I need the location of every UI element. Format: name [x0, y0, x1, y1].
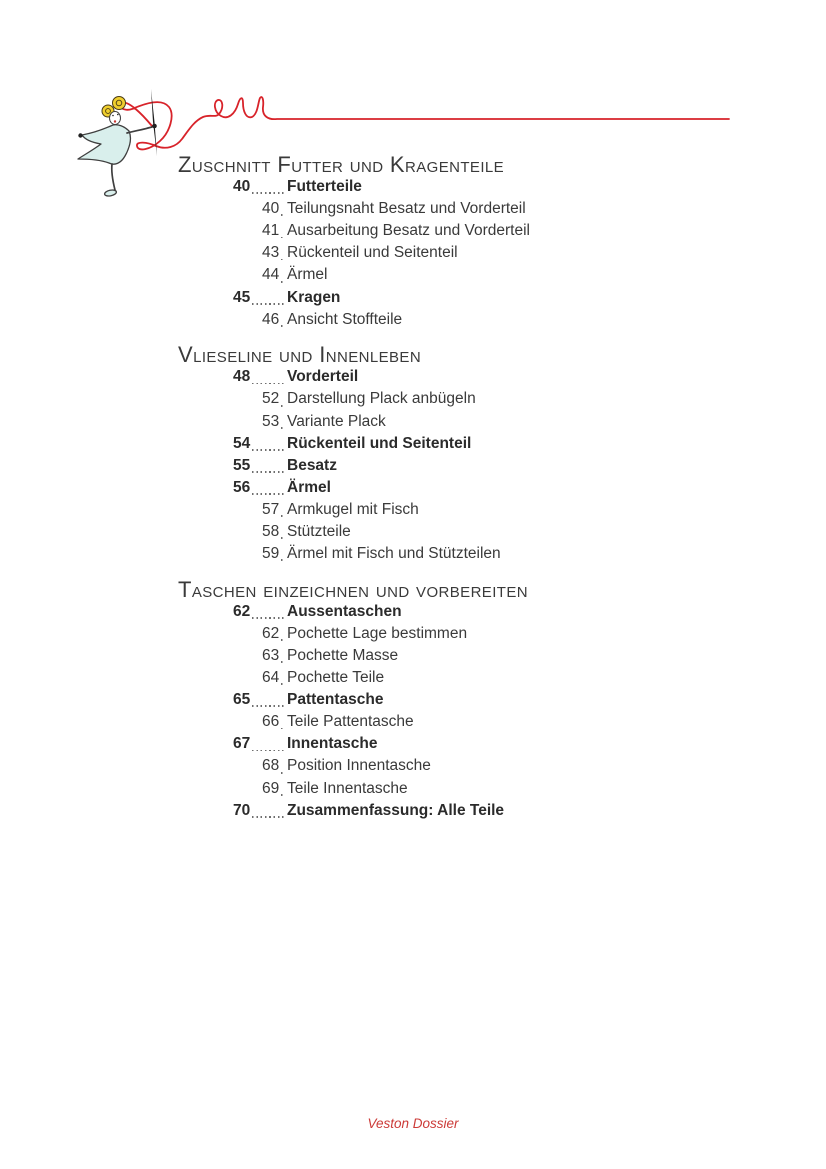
dot-leader [252, 816, 285, 818]
toc-section [178, 576, 778, 822]
entry-title: Stützteile [287, 523, 351, 540]
dot-leader [281, 214, 285, 216]
toc-entry[interactable] [262, 521, 778, 543]
toc-section [178, 344, 778, 565]
page-number: 64 [262, 669, 280, 687]
page-number: 53 [262, 412, 280, 430]
entry-title: Kragen [287, 288, 341, 306]
page-number-cell [262, 388, 287, 410]
toc-entry[interactable] [262, 623, 778, 645]
toc-entry[interactable] [233, 733, 778, 755]
page-number: 67 [233, 735, 251, 753]
page-number-cell [233, 366, 287, 388]
page-number: 63 [262, 646, 280, 664]
toc-section [178, 154, 778, 331]
page-number-cell [262, 220, 287, 242]
section-entries [178, 601, 778, 822]
toc-entry[interactable] [233, 366, 778, 388]
page-number-cell [262, 264, 287, 286]
page-number-cell [262, 667, 287, 689]
dot-leader [281, 661, 285, 663]
page-number: 54 [233, 434, 251, 452]
page-number: 70 [233, 801, 251, 819]
entry-title: Teilungsnaht Besatz und Vorderteil [287, 200, 526, 218]
toc-entry[interactable] [233, 601, 778, 623]
page-number: 62 [262, 624, 280, 642]
section-entries [178, 366, 778, 565]
page-footer: Veston Dossier [367, 1116, 459, 1131]
page-number-cell [262, 778, 287, 800]
toc-entry[interactable] [233, 800, 778, 822]
dot-leader [252, 449, 285, 451]
toc-entry[interactable] [262, 755, 778, 777]
section-heading: Taschen einzeichnen und vorbereiten [178, 576, 528, 602]
toc-entry[interactable] [233, 455, 778, 477]
dot-leader [252, 705, 285, 707]
entry-title: Aussentaschen [287, 602, 402, 620]
page-number: 46 [262, 310, 280, 328]
dot-leader [281, 427, 285, 429]
page-number-cell [262, 198, 287, 220]
entry-title: Ausarbeitung Besatz und Vorderteil [287, 222, 530, 240]
page-number: 58 [262, 523, 280, 540]
page-number-cell [262, 499, 287, 521]
dot-leader [252, 493, 285, 495]
page-number-cell [262, 543, 287, 565]
dot-leader [281, 772, 285, 774]
toc-entry[interactable] [262, 388, 778, 410]
dot-leader [281, 237, 285, 239]
toc-entry[interactable] [233, 477, 778, 499]
tailor-figure [78, 97, 152, 197]
table-of-contents [178, 154, 778, 822]
page-number-cell [262, 755, 287, 777]
entry-title: Ärmel [287, 266, 328, 284]
entry-title: Ärmel [287, 478, 331, 496]
page-number: 44 [262, 266, 280, 284]
entry-title: Position Innentasche [287, 757, 431, 775]
dot-leader [252, 303, 285, 305]
page-number: 40 [233, 178, 251, 196]
toc-entry[interactable] [233, 176, 778, 198]
entry-title: Zusammenfassung: Alle Teile [287, 801, 505, 819]
entry-title: Darstellung Plack anbügeln [287, 390, 476, 408]
page-number-cell [233, 477, 287, 499]
toc-entry[interactable] [262, 667, 778, 689]
red-thread-line [120, 97, 729, 149]
toc-entry[interactable] [262, 778, 778, 800]
toc-entry[interactable] [262, 198, 778, 220]
toc-entry[interactable] [262, 411, 778, 433]
toc-entry[interactable] [262, 264, 778, 286]
entry-title: Pochette Teile [287, 669, 385, 687]
section-heading: Vlieseline und Innenleben [178, 342, 422, 368]
page-number-cell [233, 601, 287, 623]
page-number-cell [233, 733, 287, 755]
dot-leader [252, 750, 285, 752]
dot-leader [281, 794, 285, 796]
entry-title: Rückenteil und Seitenteil [287, 434, 472, 452]
entry-title: Futterteile [287, 178, 362, 196]
page-number-cell [262, 242, 287, 264]
right-hand-on-needle [152, 124, 157, 129]
page-number-cell [262, 521, 287, 543]
entry-title: Ärmel mit Fisch und Stützteilen [287, 545, 501, 563]
dot-leader [281, 639, 285, 641]
dot-leader [281, 559, 285, 561]
dot-leader [281, 281, 285, 283]
right-arm [127, 127, 152, 133]
entry-title: Teile Pattentasche [287, 713, 414, 731]
page-number: 56 [233, 478, 251, 496]
entry-title: Innentasche [287, 735, 378, 753]
page-number: 59 [262, 545, 280, 563]
toc-entry[interactable] [262, 309, 778, 331]
page-number-cell [233, 455, 287, 477]
dot-leader [281, 405, 285, 407]
toc-entry[interactable] [233, 433, 778, 455]
page-number-cell [233, 287, 287, 309]
dot-leader [281, 728, 285, 730]
entry-title: Pochette Masse [287, 646, 399, 664]
page-number: 41 [262, 222, 280, 240]
page-number-cell [233, 800, 287, 822]
entry-title: Ansicht Stoffteile [287, 310, 403, 328]
dot-leader [252, 471, 285, 473]
page-number: 40 [262, 200, 280, 218]
toc-entry[interactable] [262, 645, 778, 667]
toc-entry[interactable] [262, 543, 778, 565]
entry-title: Pattentasche [287, 691, 384, 709]
page-number: 48 [233, 368, 251, 386]
page-number: 45 [233, 288, 251, 306]
entry-title: Besatz [287, 456, 337, 474]
page-number-cell [262, 411, 287, 433]
foot [104, 189, 117, 197]
toc-entry[interactable] [262, 242, 778, 264]
entry-title: Pochette Lage bestimmen [287, 624, 468, 642]
dot-leader [281, 325, 285, 327]
page-number: 43 [262, 244, 280, 262]
page-number: 55 [233, 456, 251, 474]
left-hand [78, 133, 82, 137]
page-number: 65 [233, 691, 251, 709]
page-number: 68 [262, 757, 280, 775]
entry-title: Rückenteil und Seitenteil [287, 244, 458, 262]
standing-leg [112, 164, 115, 190]
dot-leader [281, 515, 285, 517]
page-number-cell [262, 711, 287, 733]
toc-entry[interactable] [262, 711, 778, 733]
page-number-cell [262, 645, 287, 667]
toc-entry[interactable] [262, 220, 778, 242]
section-heading: Zuschnitt Futter und Kragenteile [178, 152, 505, 177]
page-number-cell [262, 309, 287, 331]
page-number: 62 [233, 602, 251, 620]
page-number-cell [233, 433, 287, 455]
page-number-cell [262, 623, 287, 645]
page-number-cell [233, 689, 287, 711]
dot-leader [252, 617, 285, 619]
page-number-cell [233, 176, 287, 198]
toc-entry[interactable] [262, 499, 778, 521]
page-number: 69 [262, 779, 280, 797]
toc-entry[interactable] [233, 689, 778, 711]
entry-title: Teile Innentasche [287, 779, 408, 797]
page-number: 57 [262, 500, 280, 518]
dot-leader [281, 259, 285, 261]
dot-leader [281, 537, 285, 539]
page-number: 66 [262, 713, 280, 731]
dot-leader [252, 383, 285, 385]
section-entries [178, 176, 778, 331]
entry-title: Variante Plack [287, 412, 386, 430]
entry-title: Vorderteil [287, 368, 359, 386]
page-number: 52 [262, 390, 280, 408]
dot-leader [281, 683, 285, 685]
toc-entry[interactable] [233, 287, 778, 309]
dot-leader [252, 192, 285, 194]
entry-title: Armkugel mit Fisch [287, 500, 419, 518]
